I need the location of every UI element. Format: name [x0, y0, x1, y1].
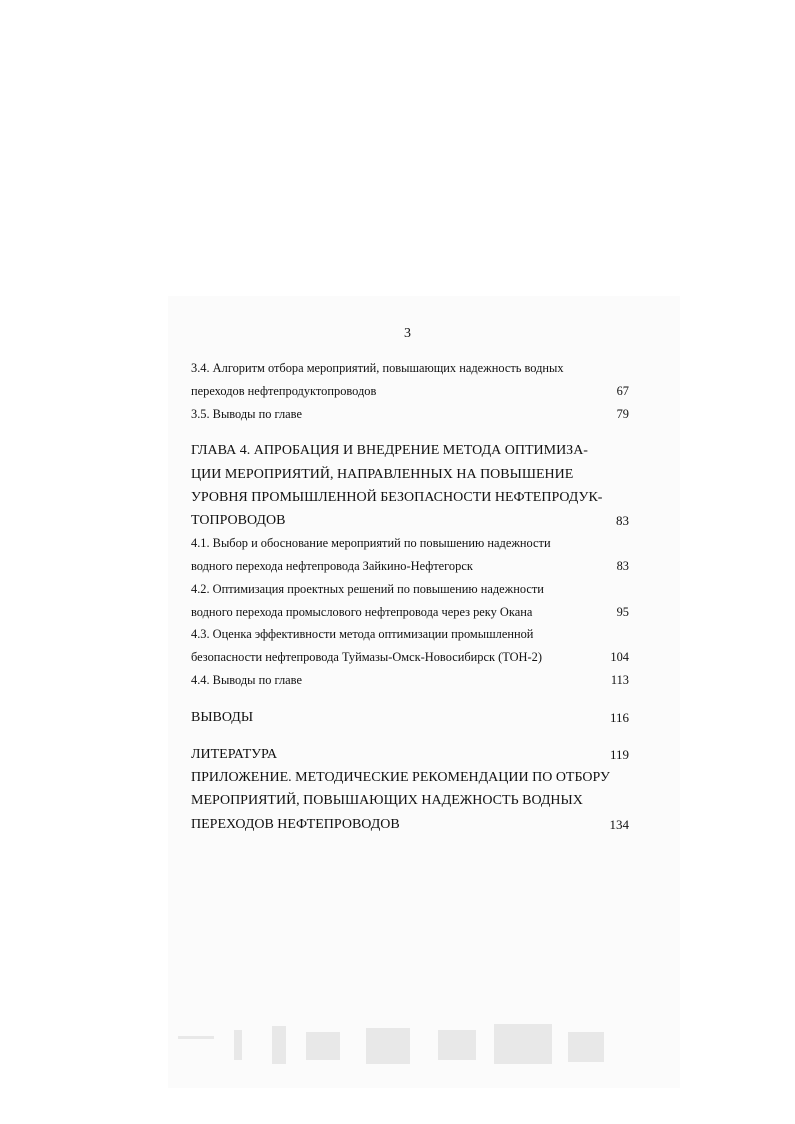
toc-entry-3-5: [191, 403, 629, 426]
toc-title-line: МЕРОПРИЯТИЙ, ПОВЫШАЮЩИХ НАДЕЖНОСТЬ ВОДНЫХ: [191, 793, 583, 809]
bleed-mark: [494, 1024, 552, 1064]
bleed-mark: [366, 1028, 410, 1064]
bleed-mark: [272, 1026, 286, 1064]
toc-page-number: 134: [609, 816, 629, 832]
toc-page-number: 119: [609, 746, 629, 762]
toc-entry-appendix: [191, 766, 629, 836]
toc-title-line: УРОВНЯ ПРОМЫШЛЕННОЙ БЕЗОПАСНОСТИ НЕФТЕПРОДУК-: [191, 489, 603, 505]
toc-page-number: 113: [610, 672, 629, 687]
toc-page-number: 95: [616, 604, 629, 619]
toc-entry-4-4: [191, 669, 629, 692]
toc-page-number: 79: [616, 406, 629, 421]
toc-page-number: 83: [616, 513, 629, 528]
toc-entry-title: [191, 706, 596, 729]
toc-title-line: ВЫВОДЫ: [191, 709, 254, 725]
toc-title-line: 4.4. Выводы по главе: [191, 672, 302, 687]
toc-title-line: ТОПРОВОДОВ: [191, 513, 286, 528]
page-number: 3: [404, 326, 411, 341]
bleed-mark: [234, 1030, 242, 1060]
toc-entry-4-1: [191, 532, 629, 578]
toc-entry-title: [191, 766, 610, 836]
bleed-mark: [306, 1032, 340, 1060]
toc-title-line: переходов нефтепродуктопроводов: [191, 383, 377, 398]
toc-page-number: 104: [610, 650, 629, 665]
toc-title-line: 3.5. Выводы по главе: [191, 406, 302, 421]
toc-entry-title: [191, 439, 603, 532]
toc-title-line: ЛИТЕРАТУРА: [191, 746, 278, 762]
toc-title-line: водного перехода промыслового нефтепровода через реку Окана: [191, 604, 533, 619]
toc-entry-title: [191, 743, 596, 766]
toc-page-number: 67: [616, 383, 629, 398]
toc-entry-4-2: [191, 578, 629, 624]
bleed-mark: [438, 1030, 476, 1060]
toc-entry-4-3: [191, 623, 629, 669]
toc-entry-title: [191, 578, 596, 624]
toc-title-line: 4.1. Выбор и обоснование мероприятий по повышению надежности: [191, 536, 551, 551]
toc-entry-literature: [191, 743, 629, 766]
toc-entry-chapter-4: [191, 439, 629, 532]
table-of-contents: [191, 357, 629, 836]
toc-entry-title: [191, 669, 596, 692]
toc-entry-conclusions: [191, 706, 629, 729]
toc-title-line: ПРИЛОЖЕНИЕ. МЕТОДИЧЕСКИЕ РЕКОМЕНДАЦИИ ПО ОТБОРУ: [191, 770, 610, 786]
toc-entry-3-4: [191, 357, 629, 403]
toc-entry-title: [191, 623, 596, 669]
toc-page-number: 116: [609, 709, 629, 725]
toc-title-line: водного перехода нефтепровода Зайкино-Нефтегорск: [191, 559, 473, 573]
toc-title-line: 4.3. Оценка эффективности метода оптимизации промышленной: [191, 627, 534, 642]
scan-bleed-through: [168, 1012, 618, 1070]
toc-title-line: ГЛАВА 4. АПРОБАЦИЯ И ВНЕДРЕНИЕ МЕТОДА ОПТИМИЗА-: [191, 443, 588, 459]
toc-title-line: ПЕРЕХОДОВ НЕФТЕПРОВОДОВ: [191, 816, 400, 832]
toc-title-line: 3.4. Алгоритм отбора мероприятий, повышающих надежность водных: [191, 361, 564, 375]
toc-page-number: 83: [616, 559, 629, 573]
toc-title-line: ЦИИ МЕРОПРИЯТИЙ, НАПРАВЛЕННЫХ НА ПОВЫШЕНИЕ: [191, 466, 574, 482]
bleed-mark: [178, 1036, 214, 1039]
toc-title-line: безопасности нефтепровода Туймазы-Омск-Новосибирск (ТОН-2): [191, 650, 542, 665]
bleed-mark: [568, 1032, 604, 1062]
toc-entry-title: [191, 532, 596, 578]
toc-title-line: 4.2. Оптимизация проектных решений по повышению надежности: [191, 581, 544, 596]
toc-entry-title: [191, 403, 596, 426]
toc-entry-title: [191, 357, 596, 403]
